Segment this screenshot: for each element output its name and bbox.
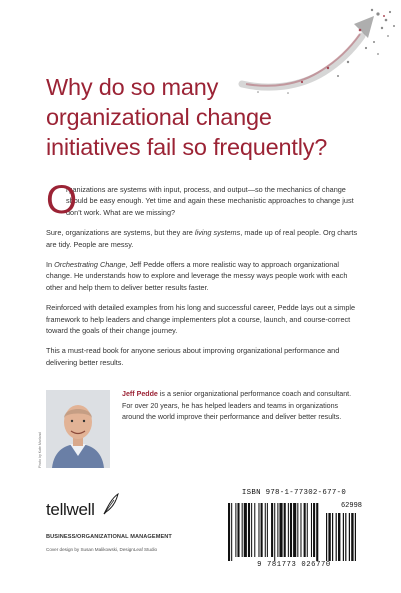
book-title-italic: Orchestrating Change bbox=[54, 260, 126, 270]
headline-line-2: organizational change bbox=[46, 104, 272, 130]
author-name: Jeff Pedde bbox=[122, 390, 158, 398]
author-photo bbox=[46, 390, 110, 468]
headline-line-1: Why do so many bbox=[46, 74, 219, 100]
barcode-bar bbox=[254, 503, 255, 557]
barcode-bar bbox=[290, 503, 292, 557]
isbn-digits: 9 781773 026770 bbox=[257, 561, 331, 569]
isbn-barcode bbox=[226, 489, 362, 575]
barcode-bar bbox=[338, 513, 340, 561]
p2-emphasis: living systems bbox=[194, 228, 241, 238]
drop-cap: O bbox=[46, 178, 78, 222]
publisher-name: tellwell bbox=[46, 500, 95, 519]
photo-credit: Photo by Kate Marland bbox=[38, 432, 42, 468]
barcode-bar bbox=[271, 503, 273, 557]
p3-text-a: In bbox=[46, 260, 55, 270]
back-cover-headline bbox=[46, 72, 376, 162]
book-category: BUSINESS/ORGANIZATIONAL MANAGEMENT bbox=[46, 534, 172, 540]
barcode-bar bbox=[244, 503, 247, 557]
blurb bbox=[46, 178, 366, 377]
barcode-bar bbox=[279, 503, 282, 557]
barcode-bar bbox=[343, 513, 344, 561]
author-bio bbox=[122, 389, 362, 424]
p2-text-b: , made up of real people. Org charts are tidy. People are messy. bbox=[46, 228, 358, 249]
barcode-bar bbox=[355, 513, 356, 561]
quill-icon bbox=[102, 492, 120, 516]
barcode-bar bbox=[349, 513, 350, 561]
barcode-bar bbox=[316, 503, 318, 561]
barcode-bar bbox=[297, 503, 298, 557]
barcode-bar bbox=[345, 513, 346, 561]
barcode-bar bbox=[261, 503, 263, 557]
barcode-bar bbox=[328, 513, 330, 561]
blurb-paragraph-5: This a must-read book for anyone serious about improving organizational performance and delivering better results. bbox=[46, 346, 340, 367]
cover-credit: Cover design by Susan Malikowski, DesignLeaf Studio bbox=[46, 547, 158, 552]
barcode-bar bbox=[313, 503, 315, 557]
barcode-bar bbox=[351, 513, 353, 561]
barcode-bar bbox=[300, 503, 301, 557]
author-bio-text: is a senior organizational performance coach and consultant. For over 20 years, he has helped leaders and teams in organizations around the world improve their performance and deliver better results. bbox=[122, 390, 352, 421]
blurb-paragraph-3 bbox=[46, 259, 366, 293]
p2-text-a: Sure, organizations are systems, but they are bbox=[46, 228, 195, 238]
barcode-bar bbox=[288, 503, 289, 557]
barcode-bar bbox=[267, 503, 268, 557]
barcode-bar bbox=[336, 513, 337, 561]
barcode-bar bbox=[277, 503, 278, 557]
barcode-bar bbox=[307, 503, 308, 557]
barcode-bar bbox=[293, 503, 296, 557]
barcode-bar bbox=[242, 503, 243, 557]
barcode-bar bbox=[231, 503, 232, 561]
blurb-paragraph-1 bbox=[46, 178, 366, 222]
blurb-paragraph-4: Reinforced with detailed examples from his long and successful career, Pedde lays out a simple framework to help leaders and change implementers plot a course, launch, and course-correct toward the goals of their change journey. bbox=[46, 303, 356, 336]
publisher-logo bbox=[46, 496, 166, 526]
barcode-bar bbox=[251, 503, 252, 557]
barcode-bar bbox=[284, 503, 286, 557]
barcode-bar bbox=[326, 513, 327, 561]
barcode-bar bbox=[237, 503, 239, 557]
barcode-bar bbox=[235, 503, 236, 557]
price-code: 62998 bbox=[340, 502, 362, 510]
barcode-bar bbox=[332, 513, 333, 561]
barcode-bar bbox=[228, 503, 230, 561]
barcode-bar bbox=[248, 503, 250, 557]
p3-text-b: , Jeff Pedde offers a more realistic way to approach organizational change. He understands how to explore and leverage the messy ways people work with each other and help them to deliver better results faster. bbox=[46, 260, 348, 292]
isbn-label: ISBN 978-1-77302-677-0 bbox=[241, 489, 347, 497]
blurb-paragraph-1-text: rganizations are systems with input, process, and output—so the mechanics of change should be easy enough. Yet time and again these mechanistic approaches to change just don’t work. What are we missing? bbox=[66, 185, 354, 217]
barcode-bar bbox=[265, 503, 266, 557]
barcode-bar bbox=[304, 503, 306, 557]
headline-line-3: initiatives fail so frequently? bbox=[46, 134, 328, 160]
blurb-paragraph-2 bbox=[46, 227, 366, 250]
barcode-bar bbox=[258, 503, 259, 557]
barcode-bar bbox=[311, 503, 312, 557]
barcode-bar bbox=[274, 503, 275, 561]
